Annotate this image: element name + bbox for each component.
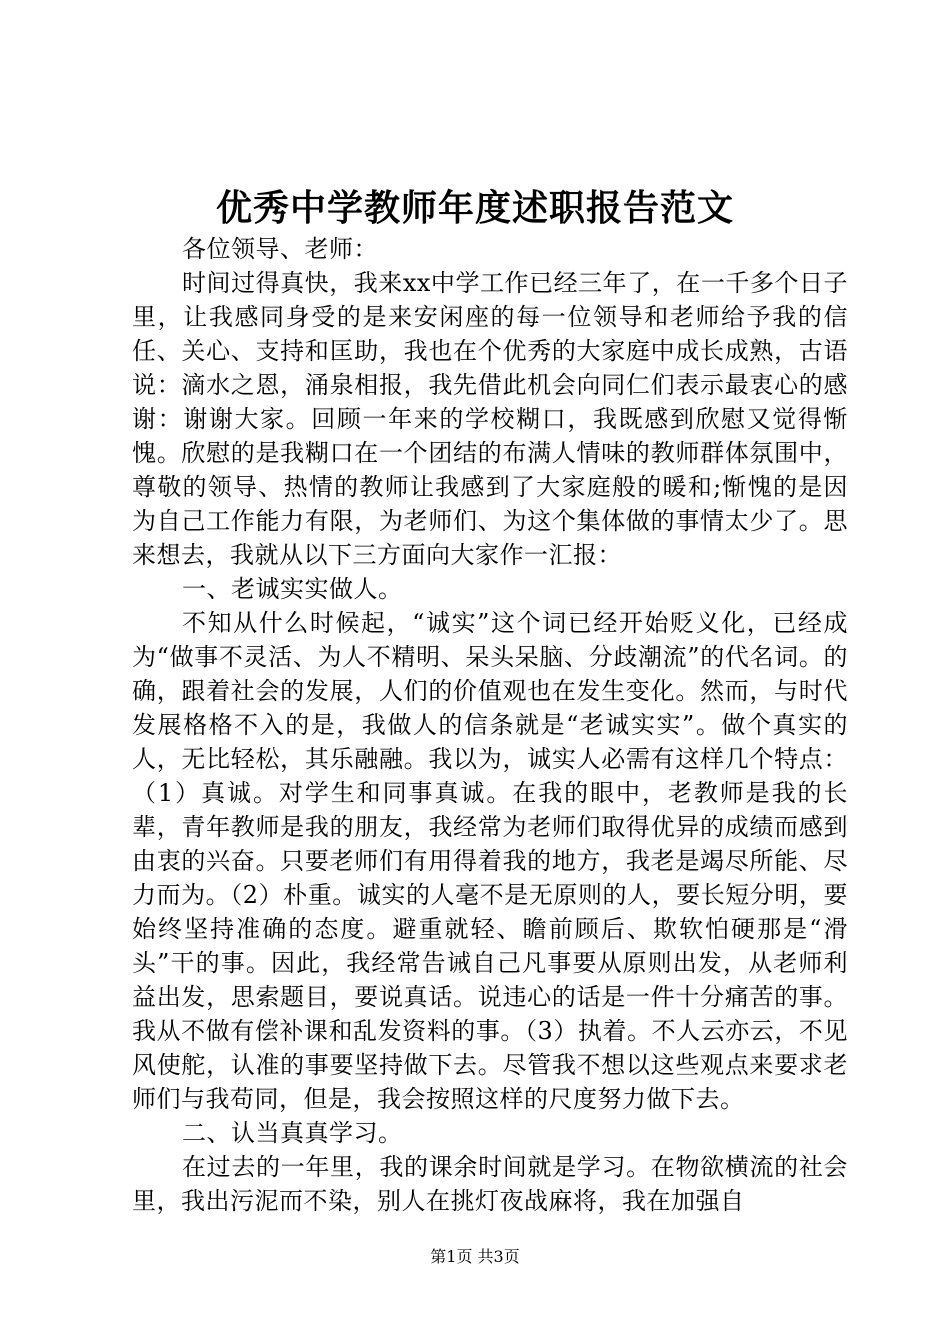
section-heading-1: 一、老诚实实做人。 [182,575,403,603]
section-heading-2: 二、认当真真学习。 [182,1119,403,1147]
intro-paragraph: 时间过得真快，我来xx中学工作已经三年了，在一千多个日子里，让我感同身受的是来安闲座的每一位领导和老师给予我的信任、关心、支持和匡助，我也在个优秀的大家庭中成长成熟，古语说：滴水之恩，涌泉相报，我先借此机会向同仁们表示最衷心的感谢：谢谢大家。回顾一年来的学校糊口，我既感到欣慰又觉得惭愧。欣慰的是我糊口在一个团结的布满人情味的教师群体氛围中，尊敬的领导、热情的教师让我感到了大家庭般的暖和;惭愧的是因为自己工作能力有限，为老师们、为这个集体做的事情太少了。思来想去，我就从以下三方面向大家作一汇报： [132,269,848,569]
section-1-paragraph: 不知从什么时候起，“诚实”这个词已经开始贬义化，已经成为“做事不灵活、为人不精明、呆头呆脑、分歧潮流”的代名词。的确，跟着社会的发展，人们的价值观也在发生变化。然而，与时代发展格格不入的是，我做人的信条就是“老诚实实”。做个真实的人，无比轻松，其乐融融。我以为，诚实人必需有这样几个特点：（1）真诚。对学生和同事真诚。在我的眼中，老教师是我的长辈，青年教师是我的朋友，我经常为老师们取得优异的成绩而感到由衷的兴奋。只要老师们有用得着我的地方，我老是竭尽所能、尽力而为。（2）朴重。诚实的人毫不是无原则的人，要长短分明，要始终坚持准确的态度。避重就轻、瞻前顾后、欺软怕硬那是“滑头”干的事。因此，我经常告诫自己凡事要从原则出发，从老师利益出发，思索题目，要说真话。说违心的话是一件十分痛苦的事。我从不做有偿补课和乱发资料的事。（3）执着。不人云亦云，不见风使舵，认准的事要坚持做下去。尽管我不想以这些观点来要求老师们与我苟同，但是，我会按照这样的尺度努力做下去。 [132,609,848,1113]
document-title: 优秀中学教师年度述职报告范文 [215,187,734,229]
document-body [132,232,848,1218]
salutation: 各位领导、老师： [182,235,378,263]
page-footer: 第1页 共3页 [430,1247,520,1266]
section-2-paragraph: 在过去的一年里，我的课余时间就是学习。在物欲横流的社会里，我出污泥而不染，别人在挑灯夜战麻将，我在加强自 [132,1153,848,1215]
